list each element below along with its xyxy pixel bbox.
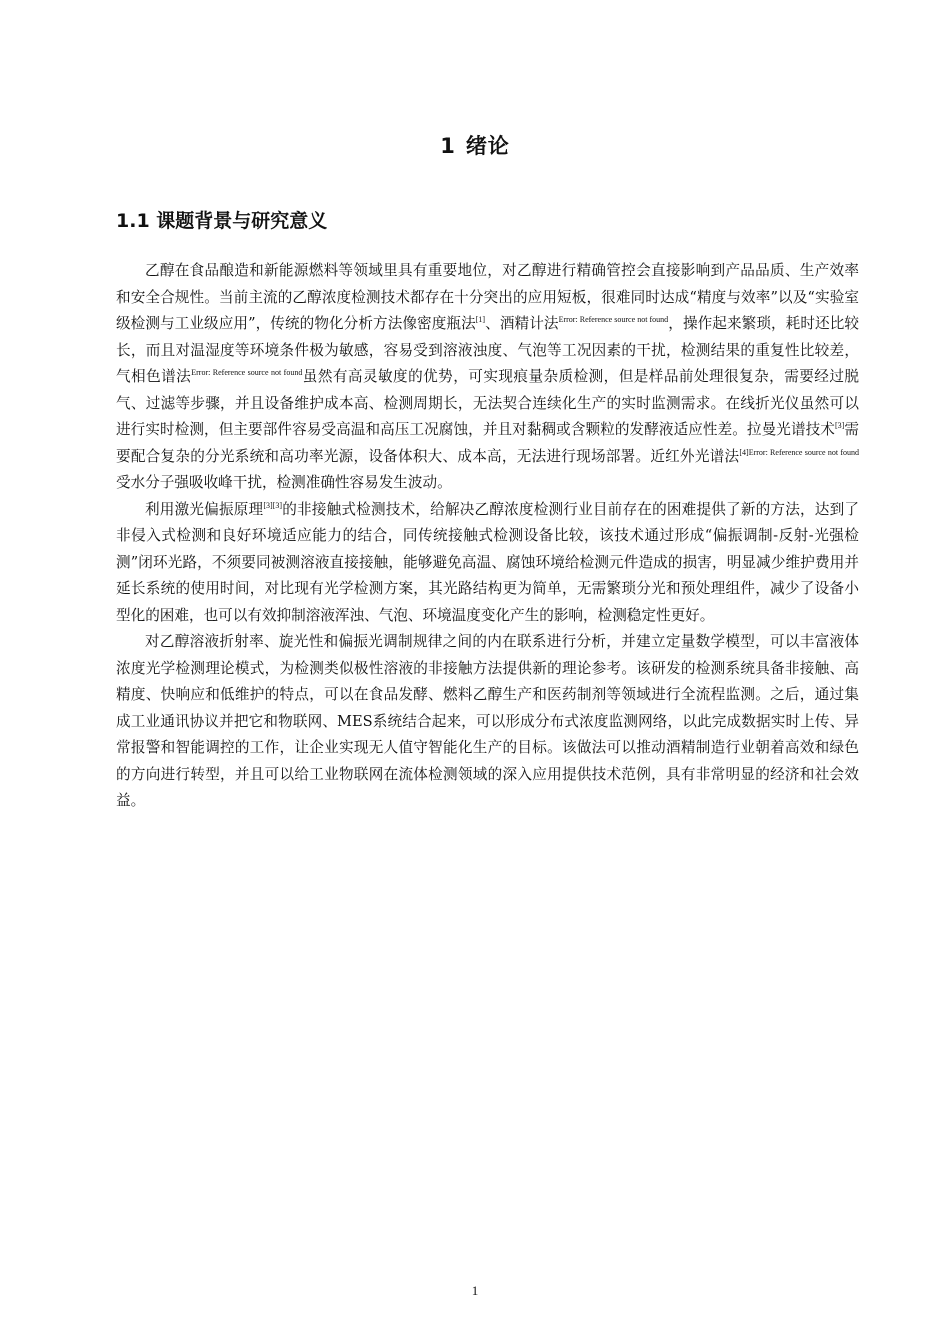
paragraph-text: 对乙醇溶液折射率、旋光性和偏振光调制规律之间的内在联系进行分析，并建立定量数学模型，可以丰富液体浓度光学检测理论模式，为检测类似极性溶液的非接触方法提供新的理论参考。该研发的检测系统具备非接触、高精度、快响应和低维护的特点，可以在食品发酵、燃料乙醇生产和医药制剂等领域进行全流程监测。之后，通过集成工业通讯协议并把它和物联网、MES系统结合起来，可以形成分布式浓度监测网络，以此完成数据实时上传、异常报警和智能调控的工作，让企业实现无人值守智能化生产的目标。该做法可以推动酒精制造行业朝着高效和绿色的方向进行转型，并且可以给工业物联网在流体检测领域的深入应用提供技术范例，具有非常明显的经济和社会效益。 (116, 633, 859, 809)
citation-marker: [3] (834, 421, 845, 430)
paragraph-text: 的非接触式检测技术，给解决乙醇浓度检测行业目前存在的困难提供了新的方法，达到了非侵入式检测和良好环境适应能力的结合，同传统接触式检测设备比较，该技术通过形成“偏振调制-反射-光强检测”闭环光路，不须要同被测溶液直接接触，能够避免高温、腐蚀环境给检测元件造成的损害，明显减少维护费用并延长系统的使用时间，对比现有光学检测方案，其光路结构更为简单，无需繁琐分光和预处理组件，减少了设备小型化的困难，也可以有效抑制溶液浑浊、气泡、环境温度变化产生的影响，检测稳定性更好。 (116, 500, 859, 624)
section-title: 1.1 课题背景与研究意义 (116, 210, 328, 232)
paragraph-text: 虽然有高灵敏度的优势，可实现痕量杂质检测，但是样品前处理很复杂，需要经过脱气、过滤等步骤，并且设备维护成本高、检测周期长，无法契合连续化生产的实时监测需求。在线折光仪虽然可以进行实时检测，但主要部件容易受高温和高压工况腐蚀，并且对黏稠或含颗粒的发酵液适应性差。拉曼光谱技术 (116, 368, 859, 438)
chapter-title (0, 130, 950, 160)
paragraph-text: 利用激光偏振原理 (145, 500, 264, 518)
chapter-title-text: 绪论 (465, 134, 510, 158)
body-paragraph (116, 497, 859, 630)
citation-marker: Error: Reference source not found (558, 315, 669, 324)
paragraph-text: 、酒精计法 (485, 315, 559, 332)
citation-marker: [1] (475, 315, 486, 324)
paragraph-text: 乙醇在食品酿造和新能源燃料等领域里具有重要地位，对乙醇进行精确管控会直接影响到产品品质、生产效率和安全合规性。当前主流的乙醇浓度检测技术都存在十分突出的应用短板，很难同时达成“精度与效率”以及“实验室级检测与工业级应用”，传统的物化分析方法像密度瓶法 (116, 262, 859, 332)
body-paragraph (116, 629, 859, 815)
paragraph-text: ，操作起来繁琐，耗时还比较长，而且对温湿度等环境条件极为敏感，容易受到溶液浊度、气泡等工况因素的干扰，检测结果的重复性比较差，气相色谱法 (116, 315, 859, 385)
citation-marker: [3][3] (263, 500, 283, 510)
paragraph-text: 需要配合复杂的分光系统和高功率光源，设备体积大、成本高，无法进行现场部署。近红外光谱法 (116, 421, 859, 465)
body-text (116, 258, 859, 815)
citation-marker: Error: Reference source not found (191, 368, 303, 377)
citation-marker: [4]Error: Reference source not found (739, 447, 859, 457)
body-paragraph (116, 258, 859, 497)
page-number: 1 (471, 1283, 479, 1298)
paragraph-text: 受水分子强吸收峰干扰，检测准确性容易发生波动。 (116, 474, 452, 491)
chapter-number: 1 (440, 134, 456, 158)
